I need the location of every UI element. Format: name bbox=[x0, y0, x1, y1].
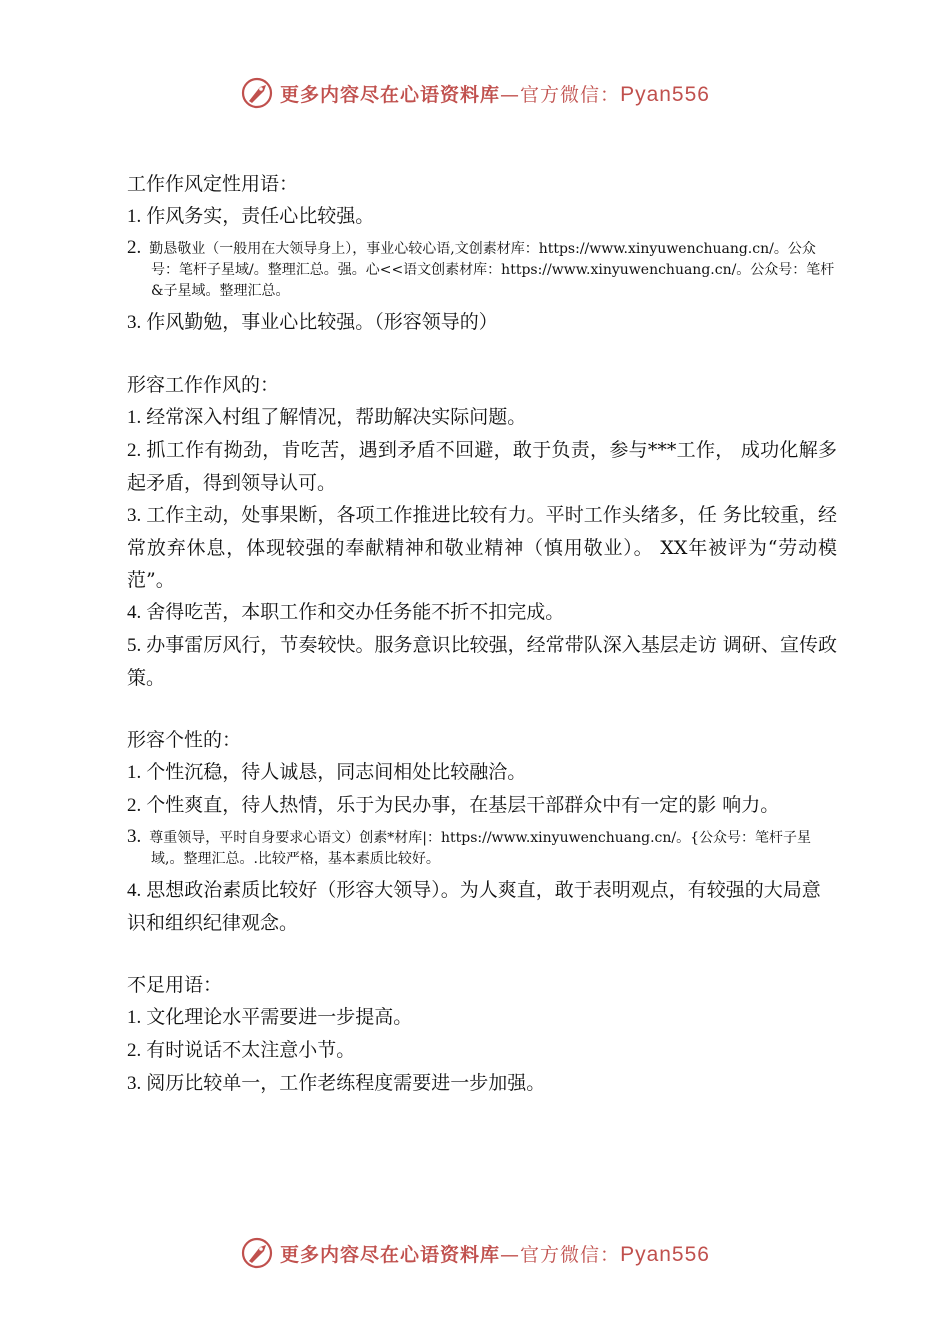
item-text: 抓工作有拗劲，肯吃苦，遇到矛盾不回避，敢于负责，参与***工作， 成功化解多起矛盾，得到领导认可。 bbox=[127, 439, 837, 494]
item-number: 2. bbox=[127, 795, 142, 816]
list-item bbox=[127, 434, 837, 499]
section-heading: 形容个性的： bbox=[127, 729, 242, 751]
item-text: 工作主动，处事果断，各项工作推进比较有力。平时工作头绪多，任 务比较重，经常放弃休息，体现较强的奉献精神和敬业精神（慎用敬业）。 XX年被评为“劳动模范”。 bbox=[127, 504, 837, 591]
item-text: 阅历比较单一，工作老练程度需要进一步加强。 bbox=[146, 1072, 546, 1094]
section-work-style-terms bbox=[127, 168, 837, 339]
list-item bbox=[127, 756, 837, 789]
item-text: 经常深入村组了解情况，帮助解决实际问题。 bbox=[146, 406, 527, 428]
item-text: 作风务实，责任心比较强。 bbox=[146, 205, 375, 227]
list-item bbox=[127, 1034, 837, 1067]
list-item bbox=[127, 826, 837, 870]
list-item bbox=[127, 874, 837, 939]
list-item bbox=[127, 789, 837, 822]
banner-caption bbox=[280, 1240, 710, 1267]
document-body bbox=[127, 168, 837, 1130]
banner-wechat-label: 官方微信： bbox=[520, 1243, 621, 1266]
list-item bbox=[127, 237, 837, 302]
item-text: 勤恳敬业（一般用在大领导身上），事业心较心语,文创素材库：https://www.xinyuwenchuang.cn/。公众号：笔杆子星域/。整理汇总。强。心<<语文创素材库：https://www.xinyuwenchuang.cn/。公众号：笔杆&子星域。整理汇总。 bbox=[149, 241, 835, 299]
item-text: 思想政治素质比较好（形容大领导）。为人爽直，敢于表明观点，有较强的大局意识和组织纪律观念。 bbox=[127, 879, 821, 934]
banner-wechat-label: 官方微信： bbox=[520, 83, 621, 106]
list-item bbox=[127, 306, 837, 339]
item-number: 3. bbox=[127, 826, 142, 847]
list-item bbox=[127, 1067, 837, 1100]
item-number: 1. bbox=[127, 206, 142, 227]
item-text: 办事雷厉风行，节奏较快。服务意识比较强，经常带队深入基层走访 调研、宣传政策。 bbox=[127, 634, 837, 689]
item-text: 文化理论水平需要进一步提高。 bbox=[146, 1006, 413, 1028]
banner-separator: — bbox=[500, 83, 521, 106]
item-text: 个性沉稳，待人诚恳，同志间相处比较融洽。 bbox=[146, 761, 527, 783]
item-number: 3. bbox=[127, 312, 142, 333]
item-number: 4. bbox=[127, 880, 142, 901]
list-item bbox=[127, 499, 837, 596]
banner-brand: 更多内容尽在心语资料库 bbox=[280, 1243, 501, 1266]
item-number: 2. bbox=[127, 1040, 142, 1061]
item-number: 1. bbox=[127, 407, 142, 428]
section-heading: 形容工作作风的： bbox=[127, 374, 280, 396]
list-item bbox=[127, 1001, 837, 1034]
list-item bbox=[127, 629, 837, 694]
item-number: 2. bbox=[127, 237, 142, 258]
item-text: 作风勤勉，事业心比较强。（形容领导的） bbox=[146, 311, 498, 333]
section-describe-work-style bbox=[127, 369, 837, 694]
pen-nib-icon bbox=[240, 1236, 274, 1270]
list-item bbox=[127, 401, 837, 434]
pen-nib-icon bbox=[240, 76, 274, 110]
section-heading: 工作作风定性用语： bbox=[127, 173, 299, 195]
banner-wechat-id: Pyan556 bbox=[620, 82, 710, 106]
header-watermark-banner bbox=[0, 73, 950, 113]
item-text: 舍得吃苦，本职工作和交办任务能不折不扣完成。 bbox=[146, 601, 565, 623]
item-text: 有时说话不太注意小节。 bbox=[146, 1039, 356, 1061]
section-describe-personality bbox=[127, 724, 837, 939]
section-heading: 不足用语： bbox=[127, 974, 223, 996]
item-number: 3. bbox=[127, 1073, 142, 1094]
item-number: 3. bbox=[127, 505, 142, 526]
banner-wechat-id: Pyan556 bbox=[620, 1242, 710, 1266]
banner-caption bbox=[280, 80, 710, 107]
banner-brand: 更多内容尽在心语资料库 bbox=[280, 83, 501, 106]
banner-separator: — bbox=[500, 1243, 521, 1266]
section-shortcomings bbox=[127, 969, 837, 1100]
item-number: 5. bbox=[127, 635, 142, 656]
item-text: 尊重领导，平时自身要求心语文）创素*材库|：https://www.xinyuwenchuang.cn/。{公众号：笔杆子星域,。整理汇总。.比较严格，基本素质比较好。 bbox=[149, 830, 812, 867]
list-item bbox=[127, 596, 837, 629]
list-item bbox=[127, 200, 837, 233]
item-text: 个性爽直，待人热情，乐于为民办事，在基层干部群众中有一定的影 响力。 bbox=[146, 794, 780, 816]
item-number: 2. bbox=[127, 440, 142, 461]
item-number: 1. bbox=[127, 1007, 142, 1028]
item-number: 1. bbox=[127, 762, 142, 783]
item-number: 4. bbox=[127, 602, 142, 623]
footer-watermark-banner bbox=[0, 1233, 950, 1273]
